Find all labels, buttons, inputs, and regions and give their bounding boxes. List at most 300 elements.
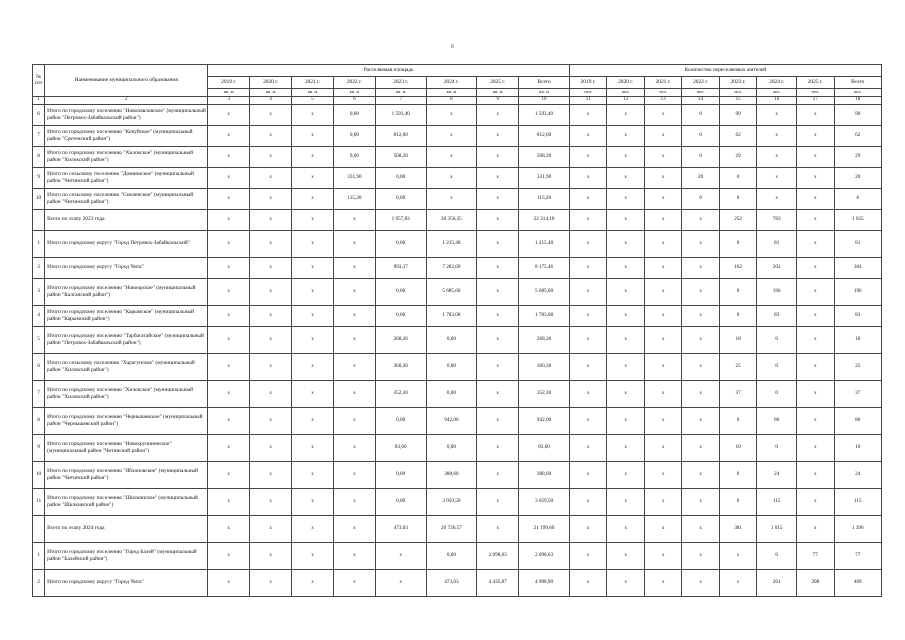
area-cell: x <box>426 188 477 209</box>
people-cell: x <box>644 515 681 542</box>
people-cell: x <box>569 257 606 278</box>
people-cell: 783 <box>757 209 797 230</box>
people-cell: 115 <box>834 488 881 515</box>
table-row <box>33 353 882 380</box>
area-cell: 0,00 <box>426 434 477 461</box>
people-cell: x <box>797 353 834 380</box>
people-cell: 99 <box>719 104 756 125</box>
area-cell: x <box>208 257 250 278</box>
area-cell: x <box>292 542 334 569</box>
row-number: 1 <box>33 230 45 257</box>
area-cell: x <box>333 461 375 488</box>
header-year-area: 2023 г. <box>375 77 426 89</box>
column-number: 12 <box>607 96 644 104</box>
people-cell: 0 <box>719 188 756 209</box>
municipality-name: Итого по сельскому поселению "Домнинское" (муниципальный район "Читинский район") <box>45 167 208 188</box>
people-cell: 24 <box>757 461 797 488</box>
area-cell: x <box>292 380 334 407</box>
area-cell: x <box>292 326 334 353</box>
people-cell: x <box>569 188 606 209</box>
area-cell: x <box>292 569 334 596</box>
people-cell: x <box>569 380 606 407</box>
header-unit-people: чел. <box>644 89 681 97</box>
area-cell: 4 908,90 <box>519 569 570 596</box>
people-cell: x <box>757 125 797 146</box>
municipality-name: Итого по городскому поселению "Новоорское" (муниципальный район "Калганский район") <box>45 278 208 305</box>
table-row <box>33 209 882 230</box>
people-cell: x <box>607 188 644 209</box>
column-number: 2 <box>45 96 208 104</box>
people-cell: 24 <box>834 461 881 488</box>
area-cell: x <box>333 230 375 257</box>
header-year-area: Всего <box>519 77 570 89</box>
people-cell: x <box>797 488 834 515</box>
people-cell: x <box>644 380 681 407</box>
area-cell: x <box>477 104 519 125</box>
people-cell: x <box>797 104 834 125</box>
area-cell: x <box>333 542 375 569</box>
header-number: № п/п <box>33 65 45 97</box>
people-cell: x <box>569 230 606 257</box>
people-cell: x <box>607 305 644 326</box>
header-unit-people: чел. <box>719 89 756 97</box>
table-row <box>33 569 882 596</box>
people-cell: 1 035 <box>834 209 881 230</box>
area-cell: x <box>250 434 292 461</box>
table-row <box>33 326 882 353</box>
area-cell: x <box>250 125 292 146</box>
area-cell: 360,30 <box>375 353 426 380</box>
people-cell: x <box>644 188 681 209</box>
area-cell: x <box>208 326 250 353</box>
row-number <box>33 209 45 230</box>
row-number: 8 <box>33 407 45 434</box>
table-row <box>33 125 882 146</box>
area-cell: x <box>333 257 375 278</box>
people-cell: 99 <box>834 104 881 125</box>
column-number: 6 <box>333 96 375 104</box>
area-cell: x <box>292 488 334 515</box>
municipality-name: Итого по городскому поселению "Хилокское" (муниципальный район "Хилокский район") <box>45 146 208 167</box>
people-cell: x <box>569 305 606 326</box>
people-cell: 25 <box>719 353 756 380</box>
area-cell: 0,00 <box>375 305 426 326</box>
people-cell: 0 <box>757 542 797 569</box>
resettlement-table <box>32 64 882 597</box>
people-cell: x <box>569 542 606 569</box>
people-cell: 77 <box>834 542 881 569</box>
people-cell: x <box>682 209 719 230</box>
header-year-area: 2020 г. <box>250 77 292 89</box>
column-number: 15 <box>719 96 756 104</box>
header-unit-people: чел. <box>569 89 606 97</box>
area-cell: x <box>477 434 519 461</box>
area-cell: x <box>208 188 250 209</box>
area-cell: x <box>208 515 250 542</box>
area-cell: x <box>477 515 519 542</box>
area-cell: x <box>333 434 375 461</box>
column-number: 17 <box>797 96 834 104</box>
area-cell: x <box>333 380 375 407</box>
people-cell: x <box>569 488 606 515</box>
area-cell: 0,00 <box>375 188 426 209</box>
area-cell: x <box>333 209 375 230</box>
people-cell: x <box>569 167 606 188</box>
table-row <box>33 230 882 257</box>
people-cell: x <box>797 167 834 188</box>
area-cell: x <box>426 125 477 146</box>
area-cell: 7 282,09 <box>426 257 477 278</box>
people-cell: 115 <box>757 488 797 515</box>
area-cell: 0,00 <box>426 353 477 380</box>
people-cell: x <box>797 380 834 407</box>
column-number: 8 <box>426 96 477 104</box>
municipality-name: Итого по городскому поселению "Яблоновское" (муниципальный район "Читинский район") <box>45 461 208 488</box>
people-cell: x <box>644 125 681 146</box>
area-cell: x <box>477 230 519 257</box>
people-cell: 0 <box>757 353 797 380</box>
area-cell: x <box>477 407 519 434</box>
area-cell: 1 783,08 <box>426 305 477 326</box>
area-cell: x <box>208 278 250 305</box>
area-cell: x <box>477 167 519 188</box>
people-cell: x <box>682 461 719 488</box>
column-number: 13 <box>644 96 681 104</box>
area-cell: x <box>208 146 250 167</box>
people-cell: x <box>644 434 681 461</box>
area-cell: x <box>208 407 250 434</box>
people-cell: 83 <box>757 305 797 326</box>
people-cell: x <box>682 569 719 596</box>
people-cell: x <box>797 257 834 278</box>
header-year-people: 2021 г. <box>644 77 681 89</box>
area-cell: x <box>477 488 519 515</box>
area-cell: x <box>292 278 334 305</box>
people-cell: x <box>607 104 644 125</box>
table-row <box>33 257 882 278</box>
area-cell: x <box>477 209 519 230</box>
area-cell: x <box>250 257 292 278</box>
column-number: 3 <box>208 96 250 104</box>
header-unit-area: кв. м <box>292 89 334 97</box>
area-cell: 2 098,63 <box>477 542 519 569</box>
row-number: 11 <box>33 488 45 515</box>
table-row <box>33 407 882 434</box>
people-cell: x <box>682 407 719 434</box>
municipality-name: Итого по городскому поселению "Новопавловское" (муниципальный район "Петровск-Забайкальский район") <box>45 104 208 125</box>
people-cell: x <box>644 167 681 188</box>
area-cell: x <box>250 209 292 230</box>
area-cell: x <box>333 488 375 515</box>
people-cell: 29 <box>834 146 881 167</box>
people-cell: x <box>797 434 834 461</box>
people-cell: 0 <box>719 305 756 326</box>
table-row <box>33 515 882 542</box>
area-cell: x <box>477 188 519 209</box>
area-cell: x <box>333 326 375 353</box>
area-cell: 942,00 <box>519 407 570 434</box>
area-cell: x <box>250 488 292 515</box>
area-cell: 508,20 <box>519 146 570 167</box>
people-cell: x <box>644 326 681 353</box>
area-cell: 3 059,50 <box>426 488 477 515</box>
area-cell: x <box>250 461 292 488</box>
people-cell: 0 <box>757 380 797 407</box>
people-cell: 25 <box>834 353 881 380</box>
area-cell: x <box>250 167 292 188</box>
area-cell: x <box>477 125 519 146</box>
header-year-area: 2024 г. <box>426 77 477 89</box>
municipality-name: Всего по этапу 2024 года <box>45 515 208 542</box>
people-cell: 62 <box>834 125 881 146</box>
column-number: 14 <box>682 96 719 104</box>
row-number <box>33 515 45 542</box>
people-cell: 0 <box>719 407 756 434</box>
people-cell: x <box>607 569 644 596</box>
area-cell: x <box>426 146 477 167</box>
people-cell: x <box>607 380 644 407</box>
area-cell: x <box>375 569 426 596</box>
area-cell: x <box>292 209 334 230</box>
people-cell: 29 <box>719 146 756 167</box>
people-cell: x <box>569 146 606 167</box>
area-cell: 0,00 <box>333 125 375 146</box>
area-cell: x <box>477 305 519 326</box>
table-row <box>33 542 882 569</box>
people-cell: x <box>797 407 834 434</box>
people-cell: x <box>682 380 719 407</box>
area-cell: x <box>208 209 250 230</box>
row-number: 6 <box>33 104 45 125</box>
people-cell: x <box>607 167 644 188</box>
people-cell: x <box>682 278 719 305</box>
people-cell: x <box>719 569 756 596</box>
row-number: 9 <box>33 167 45 188</box>
people-cell: 1 396 <box>834 515 881 542</box>
people-cell: x <box>644 104 681 125</box>
people-cell: 0 <box>757 434 797 461</box>
people-cell: x <box>682 326 719 353</box>
header-unit-people: чел. <box>607 89 644 97</box>
table-row <box>33 188 882 209</box>
area-cell: x <box>333 278 375 305</box>
area-cell: 0,00 <box>375 167 426 188</box>
people-cell: x <box>644 278 681 305</box>
people-cell: x <box>644 146 681 167</box>
area-cell: 0,00 <box>333 146 375 167</box>
people-cell: 202 <box>757 257 797 278</box>
row-number: 3 <box>33 278 45 305</box>
people-cell: x <box>569 569 606 596</box>
area-cell: x <box>477 353 519 380</box>
table-row <box>33 146 882 167</box>
header-name: Наименование муниципального образования <box>45 65 208 97</box>
header-unit-area: кв. м <box>519 89 570 97</box>
area-cell: 22 314,18 <box>519 209 570 230</box>
people-cell: 364 <box>834 257 881 278</box>
municipality-name: Итого по городскому округу "Город Чита" <box>45 257 208 278</box>
row-number: 10 <box>33 461 45 488</box>
area-cell: x <box>250 380 292 407</box>
area-cell: x <box>208 542 250 569</box>
people-cell: x <box>607 407 644 434</box>
table-row <box>33 104 882 125</box>
area-cell: x <box>208 380 250 407</box>
header-year-people: Всего <box>834 77 881 89</box>
people-cell: x <box>644 230 681 257</box>
people-cell: x <box>682 353 719 380</box>
area-cell: 2 098,63 <box>519 542 570 569</box>
row-number: 7 <box>33 380 45 407</box>
area-cell: x <box>426 167 477 188</box>
people-cell: 81 <box>834 230 881 257</box>
area-cell: 5 685,60 <box>519 278 570 305</box>
people-cell: 83 <box>834 305 881 326</box>
area-cell: 360,30 <box>519 353 570 380</box>
area-cell: 0,00 <box>426 542 477 569</box>
municipality-name: Итого по городскому поселению "Город Балей" (муниципальный район "Балейский район") <box>45 542 208 569</box>
area-cell: 0,00 <box>426 326 477 353</box>
people-cell: 6 <box>682 188 719 209</box>
area-cell: x <box>250 515 292 542</box>
area-cell: 1 957,83 <box>375 209 426 230</box>
area-cell: x <box>292 146 334 167</box>
municipality-name: Итого по городскому поселению "Хилокское" (муниципальный район "Хилокский район") <box>45 380 208 407</box>
people-cell: x <box>607 146 644 167</box>
people-cell: x <box>757 104 797 125</box>
area-cell: x <box>208 230 250 257</box>
area-cell: 352,30 <box>519 380 570 407</box>
people-cell: 196 <box>757 278 797 305</box>
area-cell: x <box>292 167 334 188</box>
people-cell: 261 <box>757 569 797 596</box>
people-cell: 0 <box>719 461 756 488</box>
area-cell: x <box>477 278 519 305</box>
area-cell: 942,00 <box>426 407 477 434</box>
area-cell: x <box>250 542 292 569</box>
area-cell: x <box>292 407 334 434</box>
area-cell: x <box>250 569 292 596</box>
column-number: 11 <box>569 96 606 104</box>
people-cell: 18 <box>719 326 756 353</box>
column-number: 16 <box>757 96 797 104</box>
people-cell: x <box>644 305 681 326</box>
people-cell: x <box>607 125 644 146</box>
people-cell: x <box>757 167 797 188</box>
area-cell: 268,26 <box>375 326 426 353</box>
page-number: 6 <box>451 44 454 50</box>
header-unit-area: кв. м <box>208 89 250 97</box>
people-cell: 1 015 <box>757 515 797 542</box>
municipality-name: Итого по городскому поселению "Кокуйское" (муниципальный район "Сретенский район") <box>45 125 208 146</box>
people-cell: 10 <box>834 434 881 461</box>
people-cell: x <box>682 305 719 326</box>
people-cell: x <box>607 461 644 488</box>
header-unit-people: чел. <box>797 89 834 97</box>
header-year-people: 2022 г. <box>682 77 719 89</box>
area-cell: 83,60 <box>375 434 426 461</box>
row-number: 9 <box>33 434 45 461</box>
area-cell: 812,60 <box>519 125 570 146</box>
people-cell: x <box>797 326 834 353</box>
municipality-name: Итого по городскому округу "Город Петровск-Забайкальский" <box>45 230 208 257</box>
header-year-area: 2021 г. <box>292 77 334 89</box>
area-cell: 0,00 <box>426 380 477 407</box>
municipality-name: Итого по городскому поселению "Тарбагатайское" (муниципальный район "Петровск-Забайкальский район") <box>45 326 208 353</box>
area-cell: x <box>292 125 334 146</box>
municipality-name: Итого по городскому поселению "Шилкинское" (муниципальный район "Шилкинский район") <box>45 488 208 515</box>
people-cell: x <box>607 434 644 461</box>
people-cell: 0 <box>719 230 756 257</box>
people-cell: x <box>682 515 719 542</box>
area-cell: x <box>292 353 334 380</box>
area-cell: 1 593,40 <box>519 104 570 125</box>
area-cell: x <box>208 434 250 461</box>
area-cell: x <box>333 305 375 326</box>
people-cell: x <box>569 434 606 461</box>
header-unit-people: чел. <box>682 89 719 97</box>
area-cell: x <box>250 326 292 353</box>
municipality-name: Итого по городскому поселению "Новокручининское" (муниципальный район "Читинский район") <box>45 434 208 461</box>
area-cell: x <box>477 461 519 488</box>
people-cell: 20 <box>682 167 719 188</box>
people-cell: x <box>682 542 719 569</box>
people-cell: x <box>569 104 606 125</box>
area-cell: x <box>250 305 292 326</box>
area-cell: 388,60 <box>426 461 477 488</box>
people-cell: x <box>569 209 606 230</box>
people-cell: 0 <box>719 278 756 305</box>
area-cell: 83,60 <box>519 434 570 461</box>
people-cell: x <box>797 461 834 488</box>
area-cell: x <box>333 569 375 596</box>
area-cell: 20 356,35 <box>426 209 477 230</box>
people-cell: x <box>607 230 644 257</box>
people-cell: x <box>569 407 606 434</box>
header-year-area: 2022 г. <box>333 77 375 89</box>
people-cell: 20 <box>834 167 881 188</box>
municipality-name: Итого по городскому округу "Город Чита" <box>45 569 208 596</box>
people-cell: 81 <box>757 230 797 257</box>
area-cell: x <box>292 104 334 125</box>
area-cell: 331,90 <box>333 167 375 188</box>
column-number: 18 <box>834 96 881 104</box>
people-cell: x <box>682 230 719 257</box>
area-cell: 21 199,60 <box>519 515 570 542</box>
area-cell: x <box>333 515 375 542</box>
area-cell: 3 059,50 <box>519 488 570 515</box>
area-cell: 473,03 <box>375 515 426 542</box>
area-cell: x <box>250 353 292 380</box>
header-year-area: 2025 г. <box>477 77 519 89</box>
people-cell: x <box>569 326 606 353</box>
row-number: 7 <box>33 125 45 146</box>
header-area-group: Расселяемая площадь <box>208 65 570 77</box>
header-year-people: 2020 г. <box>607 77 644 89</box>
people-cell: x <box>607 353 644 380</box>
people-cell: x <box>682 434 719 461</box>
municipality-name: Итого по сельскому поселению "Смоленское" (муниципальный район "Читинский район") <box>45 188 208 209</box>
area-cell: 0,00 <box>333 104 375 125</box>
people-cell: 77 <box>797 542 834 569</box>
area-cell: x <box>333 353 375 380</box>
area-cell: 20 726,57 <box>426 515 477 542</box>
people-cell: x <box>569 515 606 542</box>
people-cell: 0 <box>757 326 797 353</box>
area-cell: x <box>292 257 334 278</box>
table-row <box>33 278 882 305</box>
area-cell: 1 215,48 <box>426 230 477 257</box>
